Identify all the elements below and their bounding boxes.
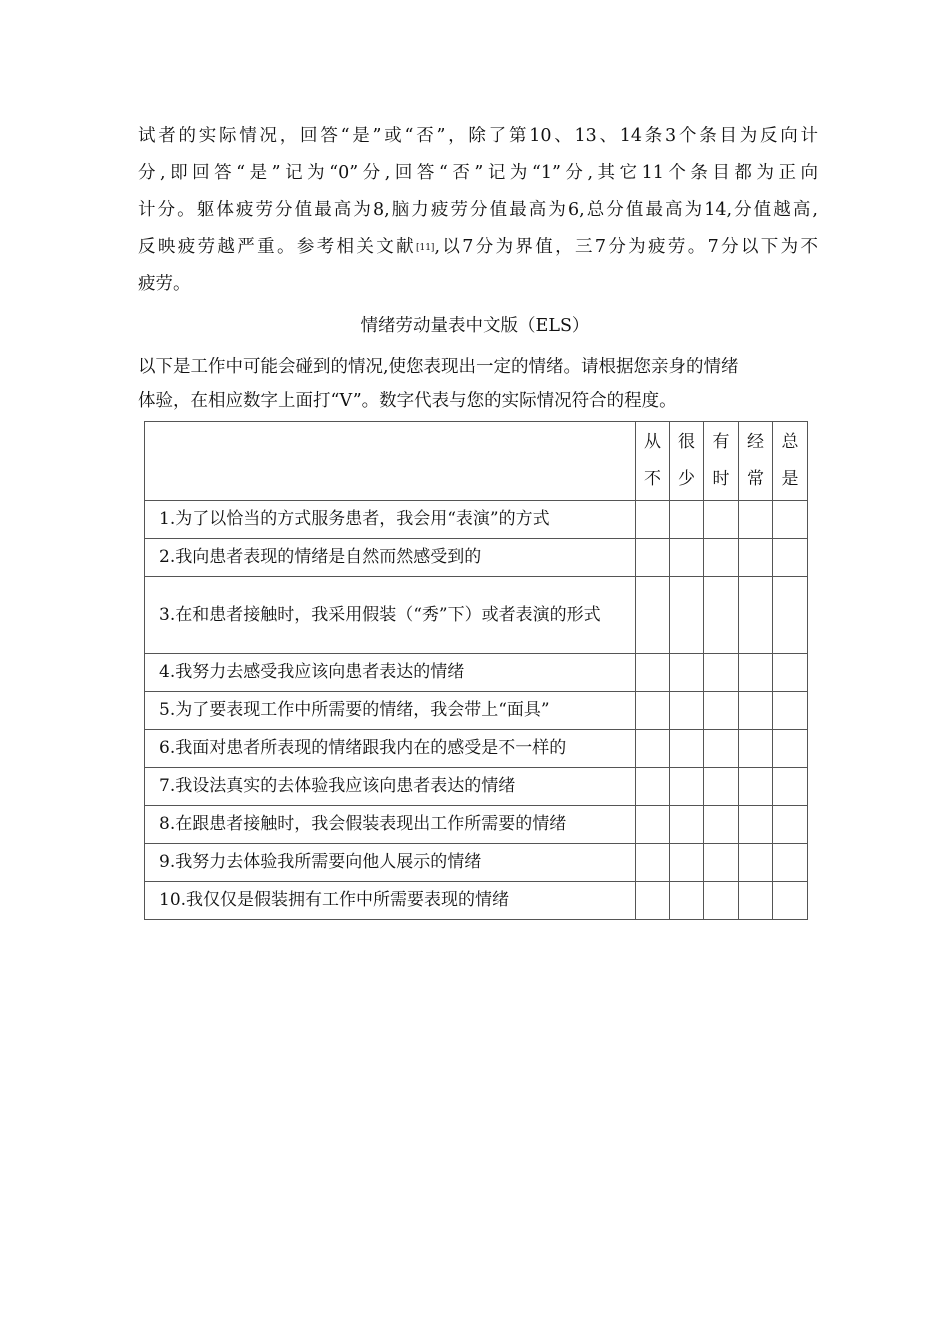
table-row — [145, 501, 808, 539]
item-text-cell: 7.我设法真实的去体验我应该向患者表达的情绪 — [145, 768, 636, 806]
rating-cell[interactable] — [773, 730, 808, 768]
rating-cell[interactable] — [636, 692, 670, 730]
rating-cell[interactable] — [704, 844, 739, 882]
table-row — [145, 730, 808, 768]
rating-cell[interactable] — [739, 577, 773, 654]
table-row — [145, 844, 808, 882]
rating-cell[interactable] — [670, 654, 704, 692]
rating-cell[interactable] — [739, 539, 773, 577]
rating-cell[interactable] — [704, 806, 739, 844]
item-text-cell: 8.在跟患者接触时，我会假装表现出工作所需要的情绪 — [145, 806, 636, 844]
rating-cell[interactable] — [670, 882, 704, 920]
rating-cell[interactable] — [739, 882, 773, 920]
rating-cell[interactable] — [739, 806, 773, 844]
rating-cell[interactable] — [670, 768, 704, 806]
item-text-cell: 2.我向患者表现的情绪是自然而然感受到的 — [145, 539, 636, 577]
rating-cell[interactable] — [773, 577, 808, 654]
citation-ref: [11] — [415, 243, 435, 254]
rating-cell[interactable] — [670, 692, 704, 730]
rating-cell[interactable] — [670, 539, 704, 577]
rating-cell[interactable] — [773, 692, 808, 730]
item-text-cell: 5.为了要表现工作中所需要的情绪，我会带上“面具” — [145, 692, 636, 730]
rating-cell[interactable] — [670, 806, 704, 844]
header-sometimes: 有 时 — [704, 422, 739, 501]
item-text-cell: 9.我努力去体验我所需要向他人展示的情绪 — [145, 844, 636, 882]
item-text-cell: 6.我面对患者所表现的情绪跟我内在的感受是不一样的 — [145, 730, 636, 768]
rating-cell[interactable] — [636, 577, 670, 654]
rating-cell[interactable] — [670, 844, 704, 882]
rating-cell[interactable] — [704, 654, 739, 692]
table-row — [145, 654, 808, 692]
rating-cell[interactable] — [670, 730, 704, 768]
rating-cell[interactable] — [773, 501, 808, 539]
rating-cell[interactable] — [739, 768, 773, 806]
header-rarely: 很 少 — [670, 422, 704, 501]
rating-cell[interactable] — [739, 730, 773, 768]
header-often: 经 常 — [739, 422, 773, 501]
item-text-cell: 1.为了以恰当的方式服务患者，我会用“表演”的方式 — [145, 501, 636, 539]
rating-cell[interactable] — [704, 730, 739, 768]
rating-cell[interactable] — [773, 806, 808, 844]
rating-cell[interactable] — [773, 882, 808, 920]
table-row — [145, 577, 808, 654]
rating-cell[interactable] — [773, 539, 808, 577]
rating-cell[interactable] — [739, 692, 773, 730]
header-never: 从 不 — [636, 422, 670, 501]
rating-cell[interactable] — [636, 844, 670, 882]
instruction-line: 以下是工作中可能会碰到的情况,使您表现出一定的情绪。请根据您亲身的情绪 — [138, 357, 739, 377]
rating-cell[interactable] — [739, 501, 773, 539]
table-row — [145, 806, 808, 844]
table-row — [145, 882, 808, 920]
scoring-paragraph — [138, 118, 818, 303]
rating-cell[interactable] — [670, 577, 704, 654]
table-row — [145, 768, 808, 806]
rating-cell[interactable] — [636, 882, 670, 920]
paragraph-text: ,以7分为界值，三7分为疲劳。7分以下为不 — [434, 237, 819, 257]
rating-cell[interactable] — [739, 654, 773, 692]
item-text-cell: 3.在和患者接触时，我采用假装（“秀”下）或者表演的形式 — [145, 577, 636, 654]
rating-cell[interactable] — [704, 768, 739, 806]
item-text-cell: 10.我仅仅是假装拥有工作中所需要表现的情绪 — [145, 882, 636, 920]
rating-cell[interactable] — [636, 654, 670, 692]
rating-cell[interactable] — [636, 539, 670, 577]
rating-cell[interactable] — [636, 768, 670, 806]
paragraph-text: 反映疲劳越严重。参考相关文献 — [138, 237, 416, 257]
rating-cell[interactable] — [704, 539, 739, 577]
scale-title: 情绪劳动量表中文版（ELS） — [360, 316, 590, 336]
rating-cell[interactable] — [773, 654, 808, 692]
header-blank-cell — [145, 422, 636, 501]
rating-cell[interactable] — [636, 806, 670, 844]
rating-cell[interactable] — [636, 501, 670, 539]
table-row — [145, 539, 808, 577]
els-questionnaire-table — [144, 421, 808, 920]
header-always: 总 是 — [773, 422, 808, 501]
rating-cell[interactable] — [704, 882, 739, 920]
item-text-cell: 4.我努力去感受我应该向患者表达的情绪 — [145, 654, 636, 692]
scale-instructions — [138, 350, 818, 418]
paragraph-line — [138, 229, 818, 266]
paragraph-line: 疲劳。 — [138, 274, 191, 294]
rating-cell[interactable] — [670, 501, 704, 539]
table-row — [145, 692, 808, 730]
rating-cell[interactable] — [704, 692, 739, 730]
paragraph-line: 分,即回答“是”记为“0”分,回答“否”记为“1”分,其它11个条目都为正向 — [138, 163, 818, 183]
rating-cell[interactable] — [704, 577, 739, 654]
rating-cell[interactable] — [773, 844, 808, 882]
rating-cell[interactable] — [739, 844, 773, 882]
paragraph-line: 计分。躯体疲劳分值最高为8,脑力疲劳分值最高为6,总分值最高为14,分值越高, — [138, 200, 818, 220]
rating-cell[interactable] — [636, 730, 670, 768]
rating-cell[interactable] — [704, 501, 739, 539]
table-header-row — [145, 422, 808, 501]
rating-cell[interactable] — [773, 768, 808, 806]
instruction-line: 体验，在相应数字上面打“V”。数字代表与您的实际情况符合的程度。 — [138, 391, 677, 411]
paragraph-line: 试者的实际情况，回答“是”或“否”，除了第10、13、14条3个条目为反向计 — [138, 126, 818, 146]
